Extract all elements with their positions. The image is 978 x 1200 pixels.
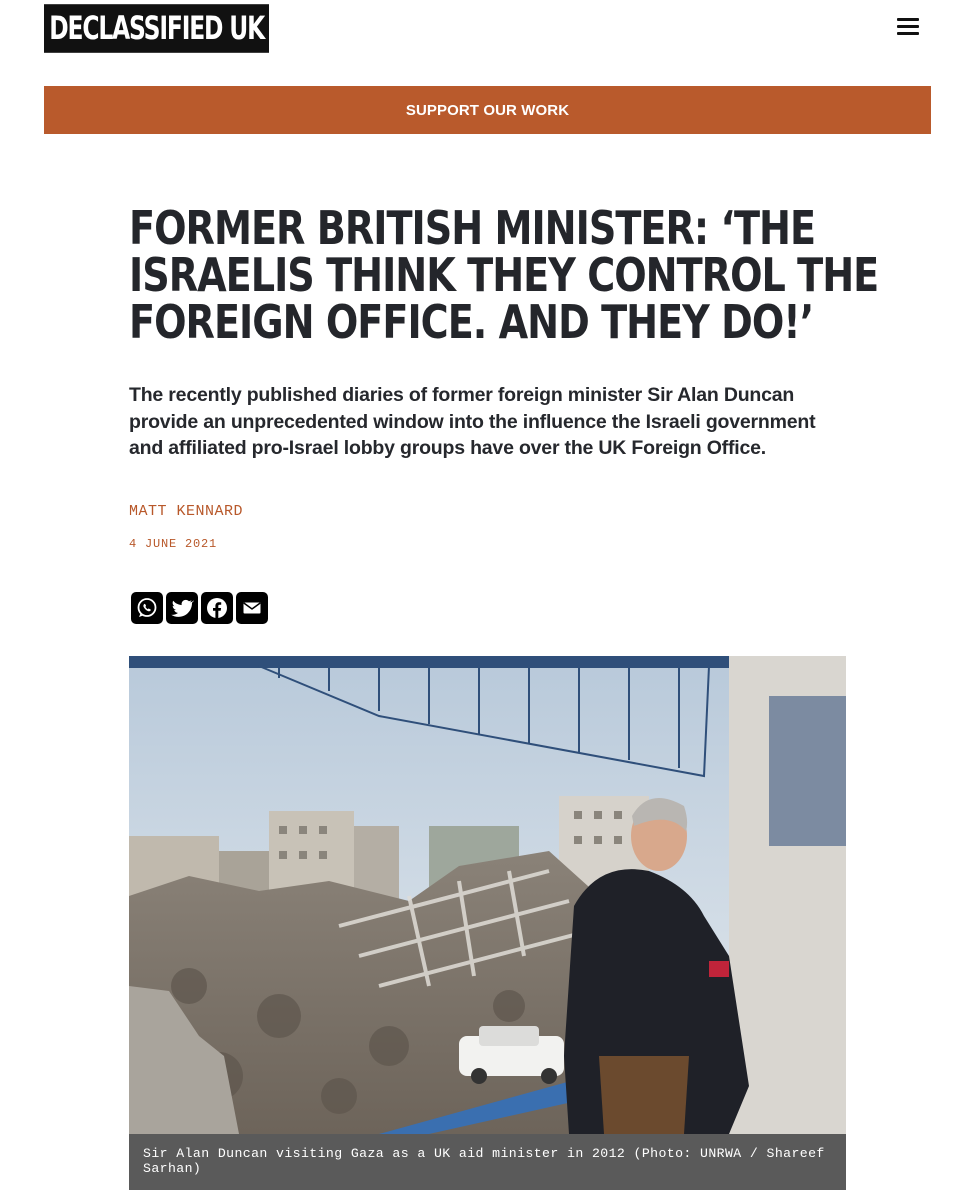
gaza-rubble-photo [129, 656, 846, 1134]
article-image [129, 656, 846, 1134]
whatsapp-icon [135, 596, 159, 620]
article-standfirst: The recently published diaries of former foreign minister Sir Alan Duncan provide an unprecedented window into the influence the Israeli government and affiliated pro-Israel lobby groups have over the UK Foreign Office. [129, 384, 816, 459]
headline-line: FORMER BRITISH MINISTER: ‘THE [129, 201, 816, 255]
support-banner[interactable] [44, 86, 931, 134]
logo-text: DECLASSIFIED UK [49, 9, 264, 48]
site-logo[interactable] [44, 4, 269, 53]
publish-date: 4 JUNE 2021 [129, 537, 218, 551]
twitter-share-button[interactable] [166, 592, 198, 624]
hamburger-menu-icon[interactable] [895, 14, 921, 38]
support-our-work-link[interactable]: SUPPORT OUR WORK [405, 101, 570, 119]
author-link[interactable]: MATT KENNARD [129, 503, 244, 520]
article-headline [129, 201, 879, 349]
share-buttons [131, 592, 268, 624]
email-icon [240, 596, 264, 620]
image-caption: Sir Alan Duncan visiting Gaza as a UK aid minister in 2012 (Photo: UNRWA / Shareef Sarhan) [129, 1134, 846, 1190]
facebook-icon [205, 596, 229, 620]
headline-line: FOREIGN OFFICE. AND THEY DO!’ [129, 295, 814, 349]
headline-line: ISRAELIS THINK THEY CONTROL THE [129, 248, 879, 302]
whatsapp-share-button[interactable] [131, 592, 163, 624]
twitter-icon [170, 596, 194, 620]
email-share-button[interactable] [236, 592, 268, 624]
facebook-share-button[interactable] [201, 592, 233, 624]
